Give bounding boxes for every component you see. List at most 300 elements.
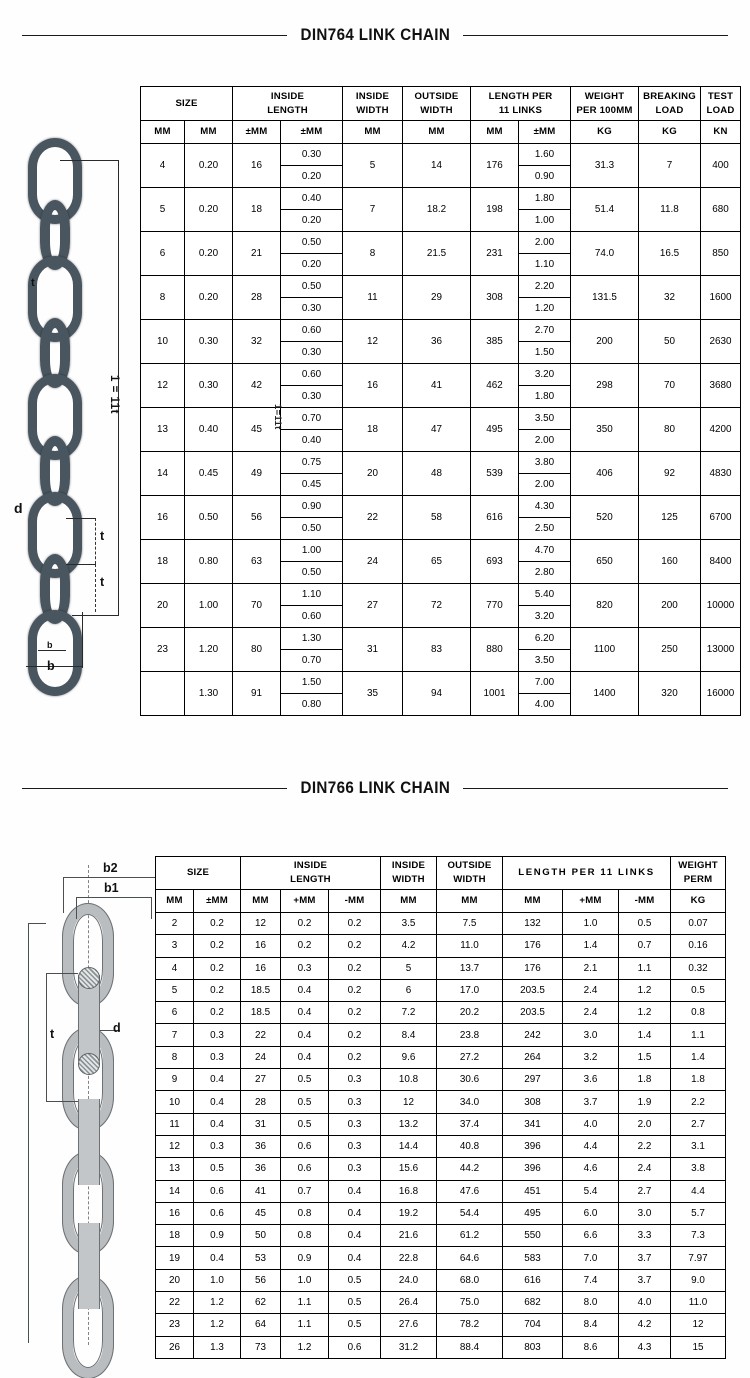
cell-length-per-11-links: 616 [503,1269,563,1291]
cell-outside-width: 47.6 [437,1180,503,1202]
cell-inside-length: 80 [233,628,281,672]
cell-outside-width: 83 [403,628,471,672]
cell-inside-width: 22.8 [381,1247,437,1269]
cell-length11-plus: 7.4 [563,1269,619,1291]
title-rule-left [22,35,287,36]
cell-size-tolerance: 0.20 [185,232,233,276]
cell-inside-length: 32 [233,320,281,364]
cell-inside-length-minus: 0.2 [329,935,381,957]
cell-size-mm: 4 [156,957,194,979]
unit-header-cell-3: +MM [281,890,329,913]
cell-inside-length-tol-plus: 0.30 [281,144,343,166]
cell-size-mm: 8 [141,276,185,320]
col-group-inside-length: INSIDE LENGTH [233,87,343,121]
cell-breaking-load: 160 [639,540,701,584]
unit-header-cell-7: ±MM [519,121,571,144]
table-din764-wrapper [140,86,741,716]
cell-inside-length: 56 [241,1269,281,1291]
cell-length-per-11-links: 495 [503,1202,563,1224]
cell-inside-length-minus: 0.3 [329,1069,381,1091]
cell-weight-per-100mm: 1400 [571,672,639,716]
cell-length11-tol-plus: 2.20 [519,276,571,298]
table-row [156,1113,726,1135]
cell-length11-tol-minus: 2.00 [519,474,571,496]
cell-inside-length-tol-plus: 0.70 [281,408,343,430]
cell-outside-width: 27.2 [437,1046,503,1068]
cell-size-mm: 22 [156,1292,194,1314]
cell-size-tolerance: 1.30 [185,672,233,716]
cell-weight-per-m: 15 [671,1336,726,1358]
cell-inside-length: 41 [241,1180,281,1202]
cell-outside-width: 13.7 [437,957,503,979]
cell-inside-width: 5 [343,144,403,188]
cell-inside-length-plus: 1.2 [281,1336,329,1358]
cell-size-tolerance: 0.2 [194,957,241,979]
cell-size-mm: 19 [156,1247,194,1269]
cell-inside-length-tol-minus: 0.50 [281,562,343,584]
cell-weight-per-100mm: 406 [571,452,639,496]
section-title-din764 [0,26,750,45]
cell-inside-length-minus: 0.3 [329,1135,381,1157]
chain-link-bar [78,1099,100,1185]
table-row [156,1158,726,1180]
cell-test-load: 400 [701,144,741,188]
cell-weight-per-100mm: 820 [571,584,639,628]
dimension-ext-b1-left [76,897,77,919]
cell-inside-length-plus: 0.8 [281,1202,329,1224]
cell-size-mm: 12 [156,1135,194,1157]
dimension-ext-b1-right [151,897,152,919]
cell-length11-tol-plus: 2.00 [519,232,571,254]
cell-length11-plus: 3.6 [563,1069,619,1091]
cell-inside-length-plus: 0.5 [281,1113,329,1135]
dimension-leader-top [60,160,119,161]
cell-inside-length-tol-minus: 0.40 [281,430,343,452]
cell-weight-per-m: 0.32 [671,957,726,979]
cell-length11-tol-plus: 4.30 [519,496,571,518]
cell-size-mm [141,672,185,716]
cell-size-tolerance: 0.20 [185,276,233,320]
unit-header-cell-9: -MM [619,890,671,913]
cell-inside-length-tol-minus: 0.30 [281,342,343,364]
cell-size-tolerance: 0.30 [185,320,233,364]
cell-outside-width: 88.4 [437,1336,503,1358]
cell-breaking-load: 125 [639,496,701,540]
cell-length-per-11-links: 132 [503,913,563,935]
cell-weight-per-m: 9.0 [671,1269,726,1291]
cell-length-per-11-links: 682 [503,1292,563,1314]
cell-inside-length: 18.5 [241,1002,281,1024]
cell-inside-length-plus: 0.6 [281,1158,329,1180]
cell-length11-tol-plus: 6.20 [519,628,571,650]
cell-inside-length: 50 [241,1225,281,1247]
figure-label-b2: b2 [103,861,118,875]
cell-inside-length-minus: 0.4 [329,1247,381,1269]
cell-inside-length-tol-plus: 0.50 [281,232,343,254]
cell-size-tolerance: 0.80 [185,540,233,584]
cell-length11-minus: 2.7 [619,1180,671,1202]
cell-length11-minus: 1.2 [619,979,671,1001]
table-din766-body [156,913,726,1359]
cell-breaking-load: 11.8 [639,188,701,232]
page-title-din764: DIN764 LINK CHAIN [300,26,450,44]
table-row [141,188,741,210]
cell-length-per-11-links: 231 [471,232,519,276]
cell-inside-length: 91 [233,672,281,716]
cell-inside-length-plus: 0.4 [281,1002,329,1024]
cell-length11-tol-minus: 3.50 [519,650,571,672]
unit-header-cell-2: ±MM [233,121,281,144]
cell-inside-length-tol-plus: 1.50 [281,672,343,694]
cell-length11-plus: 3.7 [563,1091,619,1113]
cell-length-per-11-links: 495 [471,408,519,452]
table-din764 [140,86,741,716]
table-row [141,672,741,694]
table-row [156,1314,726,1336]
cell-length11-minus: 3.7 [619,1247,671,1269]
cell-inside-length-minus: 0.3 [329,1158,381,1180]
table-din766-head [156,857,726,913]
cell-inside-width: 24.0 [381,1269,437,1291]
cell-test-load: 10000 [701,584,741,628]
dimension-line-pitch-lower [95,564,96,612]
cell-weight-per-m: 3.8 [671,1158,726,1180]
cell-inside-length: 36 [241,1158,281,1180]
cell-inside-width: 15.6 [381,1158,437,1180]
cell-size-mm: 12 [141,364,185,408]
cell-length-per-11-links: 341 [503,1113,563,1135]
cell-length-per-11-links: 264 [503,1046,563,1068]
cell-length-per-11-links: 550 [503,1225,563,1247]
cell-inside-length-minus: 0.3 [329,1113,381,1135]
table-row [156,1002,726,1024]
cell-inside-width: 19.2 [381,1202,437,1224]
col-group-inside-width-2: INSIDE WIDTH [381,857,437,890]
cell-inside-length: 73 [241,1336,281,1358]
cell-length11-plus: 4.6 [563,1158,619,1180]
cell-inside-length-plus: 0.8 [281,1225,329,1247]
cell-weight-per-m: 4.4 [671,1180,726,1202]
cell-size-tolerance: 0.2 [194,1002,241,1024]
table-row [156,1069,726,1091]
col-group-length-per-11-links-2: LENGTH PER 11 LINKS [503,857,671,890]
cell-size-mm: 5 [141,188,185,232]
cell-length-per-11-links: 198 [471,188,519,232]
cell-size-tolerance: 1.0 [194,1269,241,1291]
page-title-din766: DIN766 LINK CHAIN [300,779,450,797]
table-row [141,584,741,606]
cell-inside-length-plus: 0.6 [281,1135,329,1157]
cell-weight-per-100mm: 298 [571,364,639,408]
cell-inside-length-plus: 0.9 [281,1247,329,1269]
cell-inside-length-minus: 0.2 [329,957,381,979]
cell-inside-length-tol-plus: 0.40 [281,188,343,210]
cell-length11-tol-plus: 3.20 [519,364,571,386]
cell-inside-width: 14.4 [381,1135,437,1157]
cell-weight-per-100mm: 520 [571,496,639,540]
cell-length-per-11-links: 203.5 [503,979,563,1001]
cell-inside-width: 6 [381,979,437,1001]
cell-length11-minus: 1.8 [619,1069,671,1091]
scan-artifact-rotated-dimension: 1=11t [272,404,283,430]
cell-size-mm: 18 [156,1225,194,1247]
cell-size-tolerance: 0.3 [194,1024,241,1046]
cell-outside-width: 65 [403,540,471,584]
section-title-din766 [0,779,750,798]
cell-inside-length-plus: 0.5 [281,1091,329,1113]
dimension-leader-t-bottom [46,1101,78,1102]
cell-inside-length-minus: 0.2 [329,1002,381,1024]
cell-inside-length-tol-plus: 0.50 [281,276,343,298]
cell-inside-length: 62 [241,1292,281,1314]
title-rule-left-2 [22,788,287,789]
cell-inside-width: 16.8 [381,1180,437,1202]
cell-test-load: 6700 [701,496,741,540]
table-row [156,1024,726,1046]
cell-outside-width: 18.2 [403,188,471,232]
unit-header-cell-1: ±MM [194,890,241,913]
table-din764-head [141,87,741,144]
cell-size-tolerance: 0.9 [194,1225,241,1247]
cell-inside-length-plus: 1.1 [281,1292,329,1314]
cell-outside-width: 58 [403,496,471,540]
cell-length11-plus: 6.6 [563,1225,619,1247]
table-row [141,628,741,650]
table-din764-unit-header-row [141,121,741,144]
cell-weight-per-100mm: 51.4 [571,188,639,232]
cell-size-mm: 14 [156,1180,194,1202]
cell-length11-plus: 2.1 [563,957,619,979]
table-din764-body [141,144,741,716]
dimension-line-b1 [76,897,152,898]
cell-inside-length-minus: 0.5 [329,1269,381,1291]
cell-inside-width: 27.6 [381,1314,437,1336]
cell-inside-length: 22 [241,1024,281,1046]
cell-length11-plus: 1.0 [563,913,619,935]
cell-inside-length-minus: 0.2 [329,913,381,935]
cell-inside-width: 4.2 [381,935,437,957]
cell-length11-minus: 1.1 [619,957,671,979]
table-row [141,496,741,518]
cell-inside-width: 31.2 [381,1336,437,1358]
unit-header-cell-9: KG [639,121,701,144]
cell-inside-length: 21 [233,232,281,276]
dimension-leader-t-top [46,973,78,974]
cell-inside-width: 21.6 [381,1225,437,1247]
cell-inside-length-tol-plus: 0.75 [281,452,343,474]
table-row [156,979,726,1001]
cell-inside-length: 45 [241,1202,281,1224]
table-row [156,935,726,957]
cell-test-load: 16000 [701,672,741,716]
cell-outside-width: 7.5 [437,913,503,935]
table-row [156,1202,726,1224]
cell-outside-width: 36 [403,320,471,364]
figure-label-pitch-upper-t: t [100,529,105,543]
cell-size-tolerance: 1.2 [194,1314,241,1336]
table-row [141,144,741,166]
cell-inside-length-plus: 0.2 [281,913,329,935]
table-row [156,1247,726,1269]
cell-inside-width: 8.4 [381,1024,437,1046]
cell-outside-width: 68.0 [437,1269,503,1291]
section-hatch [78,1053,100,1075]
cell-inside-length-tol-minus: 0.20 [281,210,343,232]
unit-header-cell-10: KG [671,890,726,913]
table-row [156,1292,726,1314]
dimension-leader-overall-top [28,923,46,924]
cell-size-tolerance: 1.3 [194,1336,241,1358]
figure-label-b1: b1 [104,881,119,895]
cell-weight-per-m: 1.1 [671,1024,726,1046]
cell-length11-tol-minus: 1.20 [519,298,571,320]
cell-length-per-11-links: 616 [471,496,519,540]
unit-header-cell-5: MM [403,121,471,144]
cell-outside-width: 78.2 [437,1314,503,1336]
col-group-breaking-load: BREAKING LOAD [639,87,701,121]
table-din764-group-header-row [141,87,741,121]
cell-outside-width: 14 [403,144,471,188]
cell-inside-length: 45 [233,408,281,452]
cell-length11-plus: 3.2 [563,1046,619,1068]
cell-weight-per-m: 0.07 [671,913,726,935]
table-row [156,1091,726,1113]
cell-inside-length-tol-minus: 0.80 [281,694,343,716]
cell-length11-minus: 1.4 [619,1024,671,1046]
cell-outside-width: 94 [403,672,471,716]
cell-length-per-11-links: 176 [503,957,563,979]
cell-size-mm: 9 [156,1069,194,1091]
cell-length11-plus: 2.4 [563,979,619,1001]
cell-size-mm: 7 [156,1024,194,1046]
table-row [156,1046,726,1068]
cell-inside-length-tol-minus: 0.30 [281,298,343,320]
cell-length11-plus: 8.4 [563,1314,619,1336]
dimension-ext-b2-left [63,877,64,913]
cell-size-tolerance: 0.2 [194,979,241,1001]
table-row [156,1336,726,1358]
cell-inside-width: 12 [343,320,403,364]
col-group-weight-2: WEIGHT PERM [671,857,726,890]
col-group-size: SIZE [141,87,233,121]
cell-length11-plus: 6.0 [563,1202,619,1224]
col-group-inside-width: INSIDE WIDTH [343,87,403,121]
cell-length11-minus: 0.7 [619,935,671,957]
cell-size-tolerance: 0.3 [194,1135,241,1157]
cell-size-tolerance: 0.5 [194,1158,241,1180]
chain-link [28,610,82,696]
table-din766 [155,856,726,1359]
cell-outside-width: 64.6 [437,1247,503,1269]
cell-weight-per-m: 1.4 [671,1046,726,1068]
cell-test-load: 680 [701,188,741,232]
cell-size-mm: 23 [156,1314,194,1336]
cell-length11-plus: 4.4 [563,1135,619,1157]
cell-length11-minus: 3.7 [619,1269,671,1291]
cell-inside-length: 56 [233,496,281,540]
cell-inside-length-minus: 0.2 [329,1046,381,1068]
unit-header-cell-7: MM [503,890,563,913]
cell-length11-minus: 1.2 [619,1002,671,1024]
cell-length-per-11-links: 242 [503,1024,563,1046]
cell-inside-length-minus: 0.6 [329,1336,381,1358]
cell-test-load: 4830 [701,452,741,496]
cell-inside-width: 31 [343,628,403,672]
cell-inside-length-tol-minus: 0.20 [281,254,343,276]
cell-breaking-load: 250 [639,628,701,672]
unit-header-cell-0: MM [156,890,194,913]
dimension-line-pitch-upper [95,518,96,564]
cell-size-mm: 3 [156,935,194,957]
table-din766-unit-header-row [156,890,726,913]
figure-din764-chain-photo [0,120,140,720]
cell-inside-length: 27 [241,1069,281,1091]
cell-size-tolerance: 1.20 [185,628,233,672]
cell-size-mm: 4 [141,144,185,188]
cell-size-tolerance: 0.40 [185,408,233,452]
unit-header-cell-5: MM [381,890,437,913]
cell-length11-minus: 4.0 [619,1292,671,1314]
cell-size-mm: 16 [141,496,185,540]
cell-inside-width: 9.6 [381,1046,437,1068]
col-group-inside-length-2: INSIDE LENGTH [241,857,381,890]
cell-inside-width: 5 [381,957,437,979]
cell-length11-tol-plus: 3.80 [519,452,571,474]
cell-size-tolerance: 0.4 [194,1113,241,1135]
figure-label-b1: b [47,640,53,650]
unit-header-cell-10: KN [701,121,741,144]
dimension-leader-bottom [72,615,119,616]
cell-size-mm: 11 [156,1113,194,1135]
figure-label-pitch-lower-t: t [100,575,105,589]
cell-length-per-11-links: 693 [471,540,519,584]
chain-link-bar [78,1223,100,1309]
cell-length11-tol-minus: 1.50 [519,342,571,364]
cell-inside-length-plus: 0.2 [281,935,329,957]
figure-label-d: d [14,500,23,516]
cell-length11-tol-minus: 1.00 [519,210,571,232]
cell-outside-width: 20.2 [437,1002,503,1024]
cell-length11-minus: 1.5 [619,1046,671,1068]
cell-inside-width: 24 [343,540,403,584]
cell-size-tolerance: 0.50 [185,496,233,540]
cell-inside-length-tol-minus: 0.45 [281,474,343,496]
cell-length11-tol-minus: 1.80 [519,386,571,408]
dimension-line-t [46,973,47,1101]
cell-size-tolerance: 0.45 [185,452,233,496]
cell-weight-per-100mm: 350 [571,408,639,452]
cell-weight-per-100mm: 1100 [571,628,639,672]
cell-size-tolerance: 0.4 [194,1091,241,1113]
cell-breaking-load: 320 [639,672,701,716]
col-group-weight: WEIGHT PER 100MM [571,87,639,121]
cell-length11-tol-plus: 2.70 [519,320,571,342]
dimension-line-b2 [63,877,165,878]
cell-inside-length: 12 [241,913,281,935]
figure-label-b: b [47,659,55,673]
cell-weight-per-m: 0.16 [671,935,726,957]
unit-header-cell-8: KG [571,121,639,144]
cell-inside-width: 16 [343,364,403,408]
cell-length11-minus: 3.0 [619,1202,671,1224]
cell-length-per-11-links: 770 [471,584,519,628]
cell-inside-length-tol-minus: 0.50 [281,518,343,540]
cell-size-tolerance: 0.6 [194,1180,241,1202]
cell-inside-length-tol-minus: 0.20 [281,166,343,188]
cell-inside-length: 28 [241,1091,281,1113]
cell-inside-length-tol-plus: 1.10 [281,584,343,606]
figure-label-t: t [50,1027,55,1041]
